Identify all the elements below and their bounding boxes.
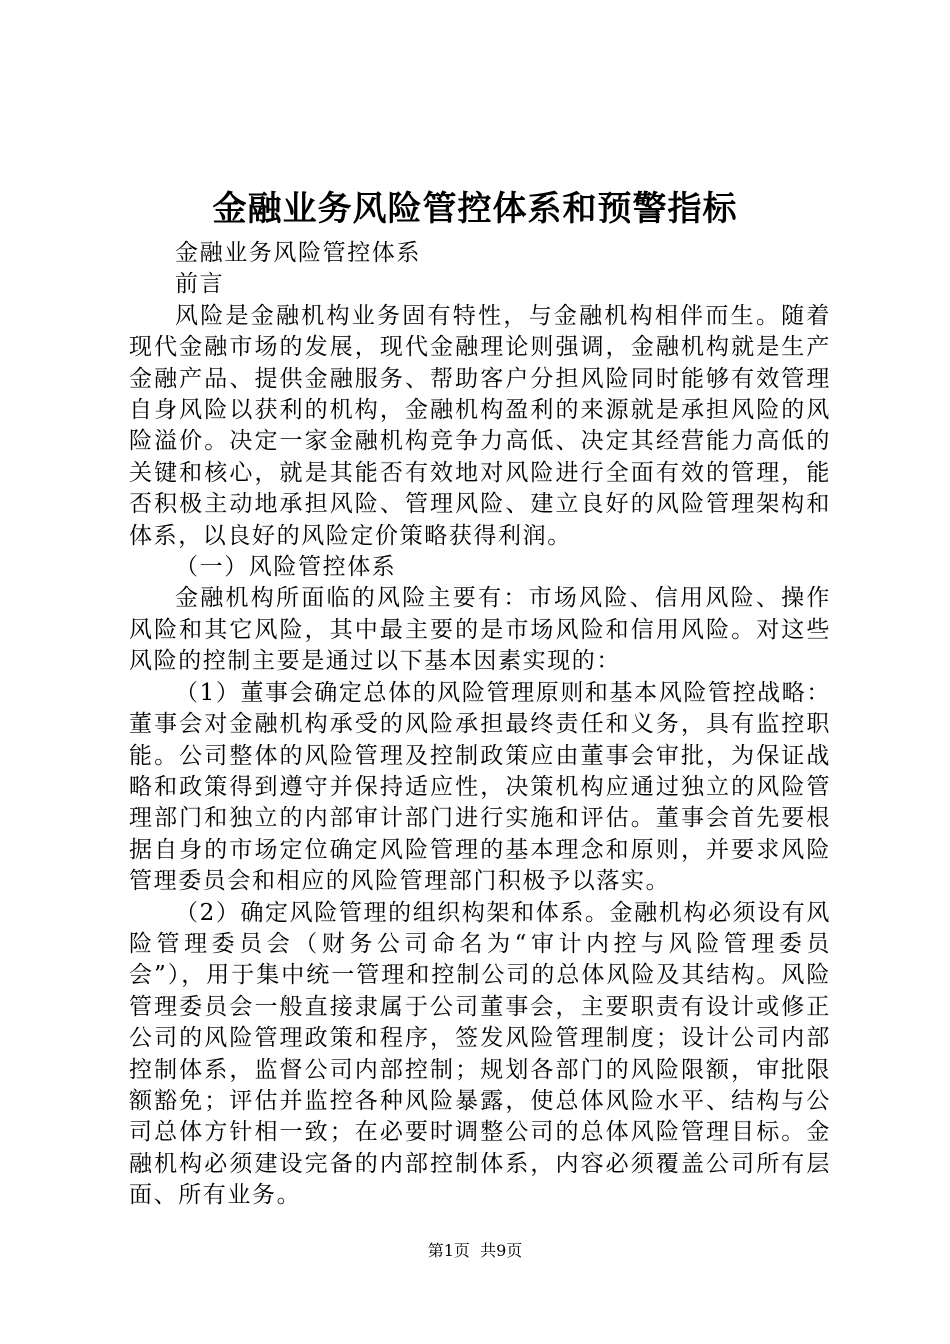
paragraph-section-heading: 金融业务风险管控体系 <box>175 240 421 266</box>
paragraph-subheading-one: （一）风险管控体系 <box>175 554 397 581</box>
page-number: 第1页 <box>427 1241 470 1260</box>
paragraph-board-principles: （1）董事会确定总体的风险管理原则和基本风险管控战略：董事会对金融机构承受的风险承担最终责任和义务，具有监控职能。公司整体的风险管理及控制政策应由董事会审批，为保证战略和政策得到遵守并保持适应性，决策机构应通过独立的风险管理部门和独立的内部审计部门进行实施和评估。董事会首先要根据自身的市场定位确定风险管理的基本理念和原则，并要求风险管理委员会和相应的风险管理部门积极予以落实。 <box>129 679 831 895</box>
paragraph-organization: （2）确定风险管理的组织构架和体系。金融机构必须设有风险管理委员会（财务公司命名为“审计内控与风险管理委员会”），用于集中统一管理和控制公司的总体风险及其结构。风险管理委员会一般直接隶属于公司董事会，主要职责有设计或修正公司的风险管理政策和程序，签发风险管理制度；设计公司内部控制体系，监督公司内部控制；规划各部门的风险限额，审批限额豁免；评估并监控各种风险暴露，使总体风险水平、结构与公司总体方针相一致；在必要时调整公司的总体风险管理目标。金融机构必须建设完备的内部控制体系，内容必须覆盖公司所有层面、所有业务。 <box>129 899 831 1209</box>
paragraph-preface-heading: 前言 <box>175 271 225 298</box>
document-body <box>129 238 831 1212</box>
document-title: 金融业务风险管控体系和预警指标 <box>212 189 738 229</box>
page-total: 共9页 <box>480 1241 523 1260</box>
paragraph-preface: 风险是金融机构业务固有特性，与金融机构相伴而生。随着现代金融市场的发展，现代金融理论则强调，金融机构就是生产金融产品、提供金融服务、帮助客户分担风险同时能够有效管理自身风险以获利的机构，金融机构盈利的来源就是承担风险的风险溢价。决定一家金融机构竞争力高低、决定其经营能力高低的关键和核心，就是其能否有效地对风险进行全面有效的管理，能否积极主动地承担风险、管理风险、建立良好的风险管理架构和体系，以良好的风险定价策略获得利润。 <box>129 302 831 549</box>
paragraph-risk-types: 金融机构所面临的风险主要有：市场风险、信用风险、操作风险和其它风险，其中最主要的是市场风险和信用风险。对这些风险的控制主要是通过以下基本因素实现的： <box>129 585 831 675</box>
footer-separator <box>470 1241 480 1260</box>
page-footer <box>0 1240 950 1262</box>
